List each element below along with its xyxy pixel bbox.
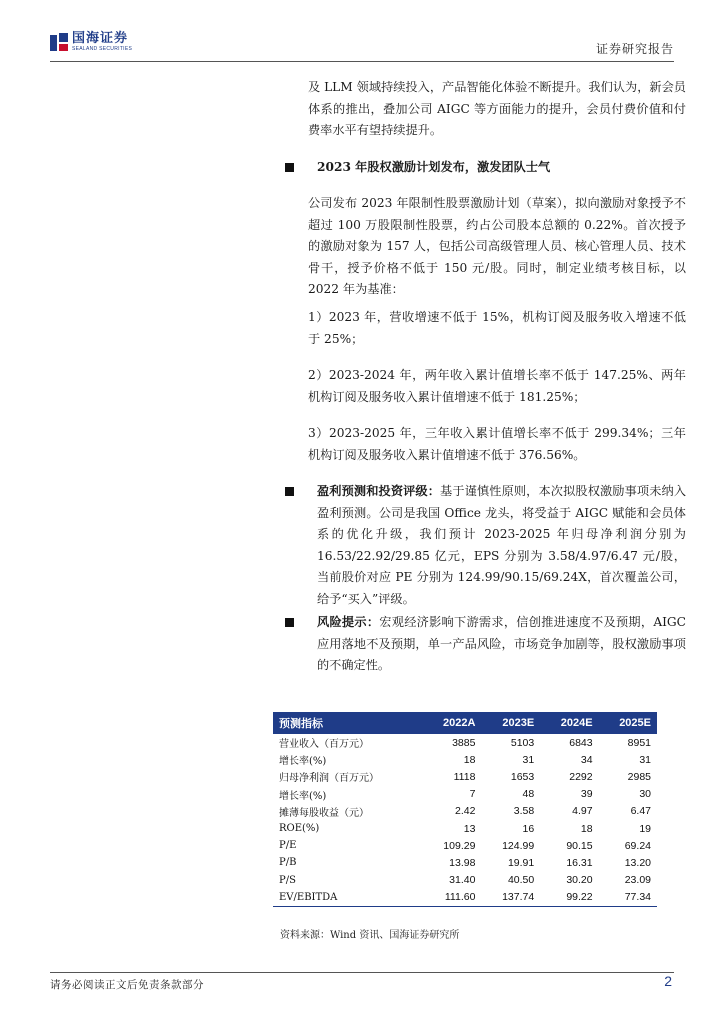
table-cell: 2.42 <box>454 805 476 818</box>
table-row <box>273 803 657 820</box>
rating-text: 基于谨慎性原则，本次拟股权激励事项未纳入盈利预测。公司是我国 Office 龙头，将受益于 AIGC 赋能和会员体系的优化升级，我们预计 2023-2025 年归母净利润分别为16.53/22.92/29.85 亿元，EPS 分别为 3.58/4.97/6.47 元/股，当前股价对应 PE 分别为 124.99/90.15/69.24X，首次覆盖公司，给予“买入”评级。 <box>317 484 687 606</box>
table-cell: 30.20 <box>566 874 593 887</box>
bullet-square-icon <box>285 163 294 172</box>
table-row <box>273 837 657 854</box>
logo-cn-text: 国海证券 <box>72 31 129 46</box>
incentive-heading: 2023 年股权激励计划发布，激发团队士气 <box>317 160 551 174</box>
table-cell: 40.50 <box>507 874 535 887</box>
table-cell: 6843 <box>569 736 593 749</box>
risk-section <box>285 612 686 677</box>
table-cell: 13.98 <box>449 856 476 869</box>
logo-en-text: SEALAND SECURITIES <box>72 46 133 52</box>
report-type-label: 证券研究报告 <box>595 42 674 56</box>
incentive-target-2: 2）2023-2024 年，两年收入累计值增长率不低于 147.25%、两年机构订阅及服务收入累计值增速不低于 181.25%； <box>308 368 686 404</box>
incentive-heading-row <box>285 157 686 179</box>
table-header-cell: 2024E <box>540 712 598 734</box>
table-cell: 摊薄每股收益（元） <box>279 807 369 819</box>
table-cell: 1653 <box>510 770 535 783</box>
rating-paragraph <box>317 481 686 611</box>
table-row <box>273 768 657 785</box>
table-cell: 5103 <box>510 736 535 749</box>
table-cell: 30 <box>639 788 651 801</box>
table-cell: 18 <box>463 753 476 766</box>
table-cell: 1118 <box>453 770 476 783</box>
table-cell: 2985 <box>627 770 651 783</box>
table-cell: 7 <box>469 788 476 801</box>
page-header <box>0 0 724 60</box>
incentive-target-3: 3）2023-2025 年，三年收入累计值增长率不低于 299.34%；三年机构订阅及服务收入累计值增速不低于 376.56%。 <box>308 426 686 462</box>
footer-divider <box>50 972 674 973</box>
logo-mark-icon <box>50 33 68 51</box>
table-cell: P/B <box>279 857 297 869</box>
table-cell: 营业收入（百万元） <box>279 739 369 751</box>
company-logo <box>50 32 132 52</box>
table-cell: 18 <box>580 822 593 835</box>
table-cell: 90.15 <box>566 839 593 852</box>
table-cell: EV/EBITDA <box>273 889 422 907</box>
table-cell: 111.60 <box>422 889 481 907</box>
table-cell: 31 <box>522 753 535 766</box>
table-cell: 34 <box>580 753 593 766</box>
table-cell: 109.29 <box>443 839 476 852</box>
risk-label: 风险提示： <box>317 615 380 629</box>
table-cell: 31 <box>639 753 651 766</box>
bullet-square-icon <box>285 618 294 627</box>
table-header-row <box>273 712 657 734</box>
table-row <box>273 786 657 803</box>
rating-section <box>285 481 686 611</box>
table-row <box>273 734 657 751</box>
incentive-target-1: 1）2023 年，营收增速不低于 15%，机构订阅及服务收入增速不低于 25%； <box>308 310 686 346</box>
table-header-cell: 2022A <box>422 712 481 734</box>
table-row <box>273 854 657 871</box>
table-row <box>273 872 657 889</box>
table-cell: 3885 <box>452 736 476 749</box>
table-source: 资料来源：Wind 资讯、国海证券研究所 <box>280 930 460 941</box>
incentive-paragraph: 公司发布 2023 年限制性股票激励计划（草案），拟向激励对象授予不超过 100 万股限制性股票，约占公司股本总额的 0.22%。首次授予的激励对象为 157 人，包括公司高级管理人员、核心管理人员、技术骨干，授予价格不低于 150 元/股。同时，制定业绩考核目标，以 2022 年为基准： <box>308 196 686 297</box>
table-cell: 23.09 <box>624 874 651 887</box>
table-cell: 4.97 <box>572 805 593 818</box>
table-cell: 137.74 <box>481 889 540 907</box>
table-cell: 归母净利润（百万元） <box>279 773 379 785</box>
table-cell: P/E <box>279 840 297 852</box>
table-cell: 48 <box>522 788 535 801</box>
table-cell: 124.99 <box>502 839 535 852</box>
table-cell: P/S <box>279 874 296 886</box>
table-row <box>273 751 657 768</box>
table-cell: 6.47 <box>630 805 651 818</box>
page-number: 2 <box>664 973 672 989</box>
forecast-table <box>273 712 657 907</box>
table-cell: 增长率(%) <box>279 790 327 802</box>
table-header-cell: 预测指标 <box>273 712 422 734</box>
table-cell: 19 <box>639 822 651 835</box>
table-cell: 8951 <box>627 736 651 749</box>
table-cell: 13 <box>463 822 476 835</box>
table-header-cell: 2025E <box>599 712 657 734</box>
bullet-square-icon <box>285 487 294 496</box>
table-cell: 13.20 <box>624 856 651 869</box>
risk-text: 宏观经济影响下游需求，信创推进速度不及预期，AIGC 应用落地不及预期，单一产品风险，市场竞争加剧等，股权激励事项的不确定性。 <box>317 615 686 673</box>
table-cell: 69.24 <box>624 839 651 852</box>
intro-paragraph: 及 LLM 领域持续投入，产品智能化体验不断提升。我们认为，新会员体系的推出，叠加公司 AIGC 等方面能力的提升，会员付费价值和付费率水平有望持续提升。 <box>308 80 686 138</box>
table-cell: 2292 <box>569 770 593 783</box>
table-cell: 39 <box>580 788 593 801</box>
table-cell: 增长率(%) <box>279 756 327 768</box>
table-cell: 16 <box>522 822 535 835</box>
table-cell: 99.22 <box>540 889 598 907</box>
table-row <box>273 820 657 837</box>
table-cell: 16.31 <box>566 856 593 869</box>
footer-disclaimer: 请务必阅读正文后免责条款部分 <box>50 979 204 991</box>
header-divider <box>50 61 674 62</box>
table-cell: ROE(%) <box>279 823 320 835</box>
table-row <box>273 889 657 907</box>
table-header-cell: 2023E <box>481 712 540 734</box>
rating-label: 盈利预测和投资评级： <box>317 484 441 498</box>
table-cell: 3.58 <box>513 805 535 818</box>
table-cell: 31.40 <box>449 874 476 887</box>
table-cell: 19.91 <box>507 856 535 869</box>
table-cell: 77.34 <box>599 889 657 907</box>
risk-paragraph <box>317 612 686 677</box>
